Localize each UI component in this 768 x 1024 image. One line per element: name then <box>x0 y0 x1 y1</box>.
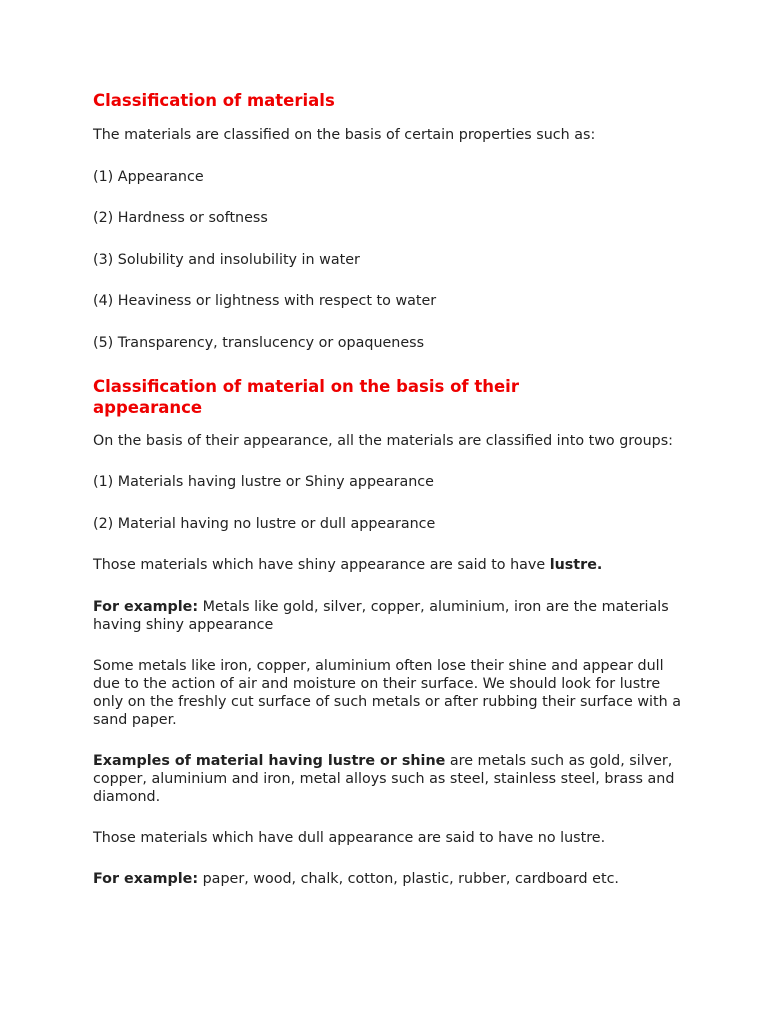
lustre-term: lustre. <box>549 557 603 573</box>
lustre-examples-text: are metals such as gold, silver, copper, aluminium and iron, metal alloys such as steel, stainless steel, brass and diamond. <box>93 753 675 805</box>
list-item: (4) Heaviness or lightness with respect to water <box>93 293 437 309</box>
list-item: (2) Hardness or softness <box>93 210 268 226</box>
appearance-intro-paragraph: On the basis of their appearance, all the materials are classified into two groups: <box>93 433 673 449</box>
dull-metals-paragraph: Some metals like iron, copper, aluminium often lose their shine and appear dull due to the action of air and moisture on their surface. We should look for lustre only on the freshly cut surface of such metals or after rubbing their surface with a sand paper. <box>93 658 681 728</box>
intro-paragraph: The materials are classified on the basis of certain properties such as: <box>93 127 596 143</box>
example-paragraph <box>93 598 683 634</box>
list-item: (3) Solubility and insolubility in water <box>93 252 360 268</box>
list-item: (1) Materials having lustre or Shiny appearance <box>93 474 434 490</box>
example-text: Metals like gold, silver, copper, aluminium, iron are the materials having shiny appearance <box>93 599 669 633</box>
lustre-examples-paragraph <box>93 752 683 806</box>
lustre-definition-text: Those materials which have shiny appearance are said to have <box>93 557 550 573</box>
list-item: (2) Material having no lustre or dull appearance <box>93 516 436 532</box>
example-text-2: paper, wood, chalk, cotton, plastic, rubber, cardboard etc. <box>198 871 619 887</box>
section-heading-appearance: Classification of material on the basis of their appearance <box>93 377 519 417</box>
example-label: For example: <box>93 599 199 615</box>
list-item: (5) Transparency, translucency or opaqueness <box>93 335 425 351</box>
lustre-examples-label: Examples of material having lustre or shine <box>93 753 446 769</box>
list-item: (1) Appearance <box>93 169 204 185</box>
document-page <box>93 86 683 888</box>
example-paragraph-2 <box>93 870 683 888</box>
example-label-2: For example: <box>93 871 199 887</box>
section-heading-classification: Classification of materials <box>93 91 335 110</box>
no-lustre-definition: Those materials which have dull appearance are said to have no lustre. <box>93 830 606 846</box>
lustre-definition <box>93 556 683 574</box>
